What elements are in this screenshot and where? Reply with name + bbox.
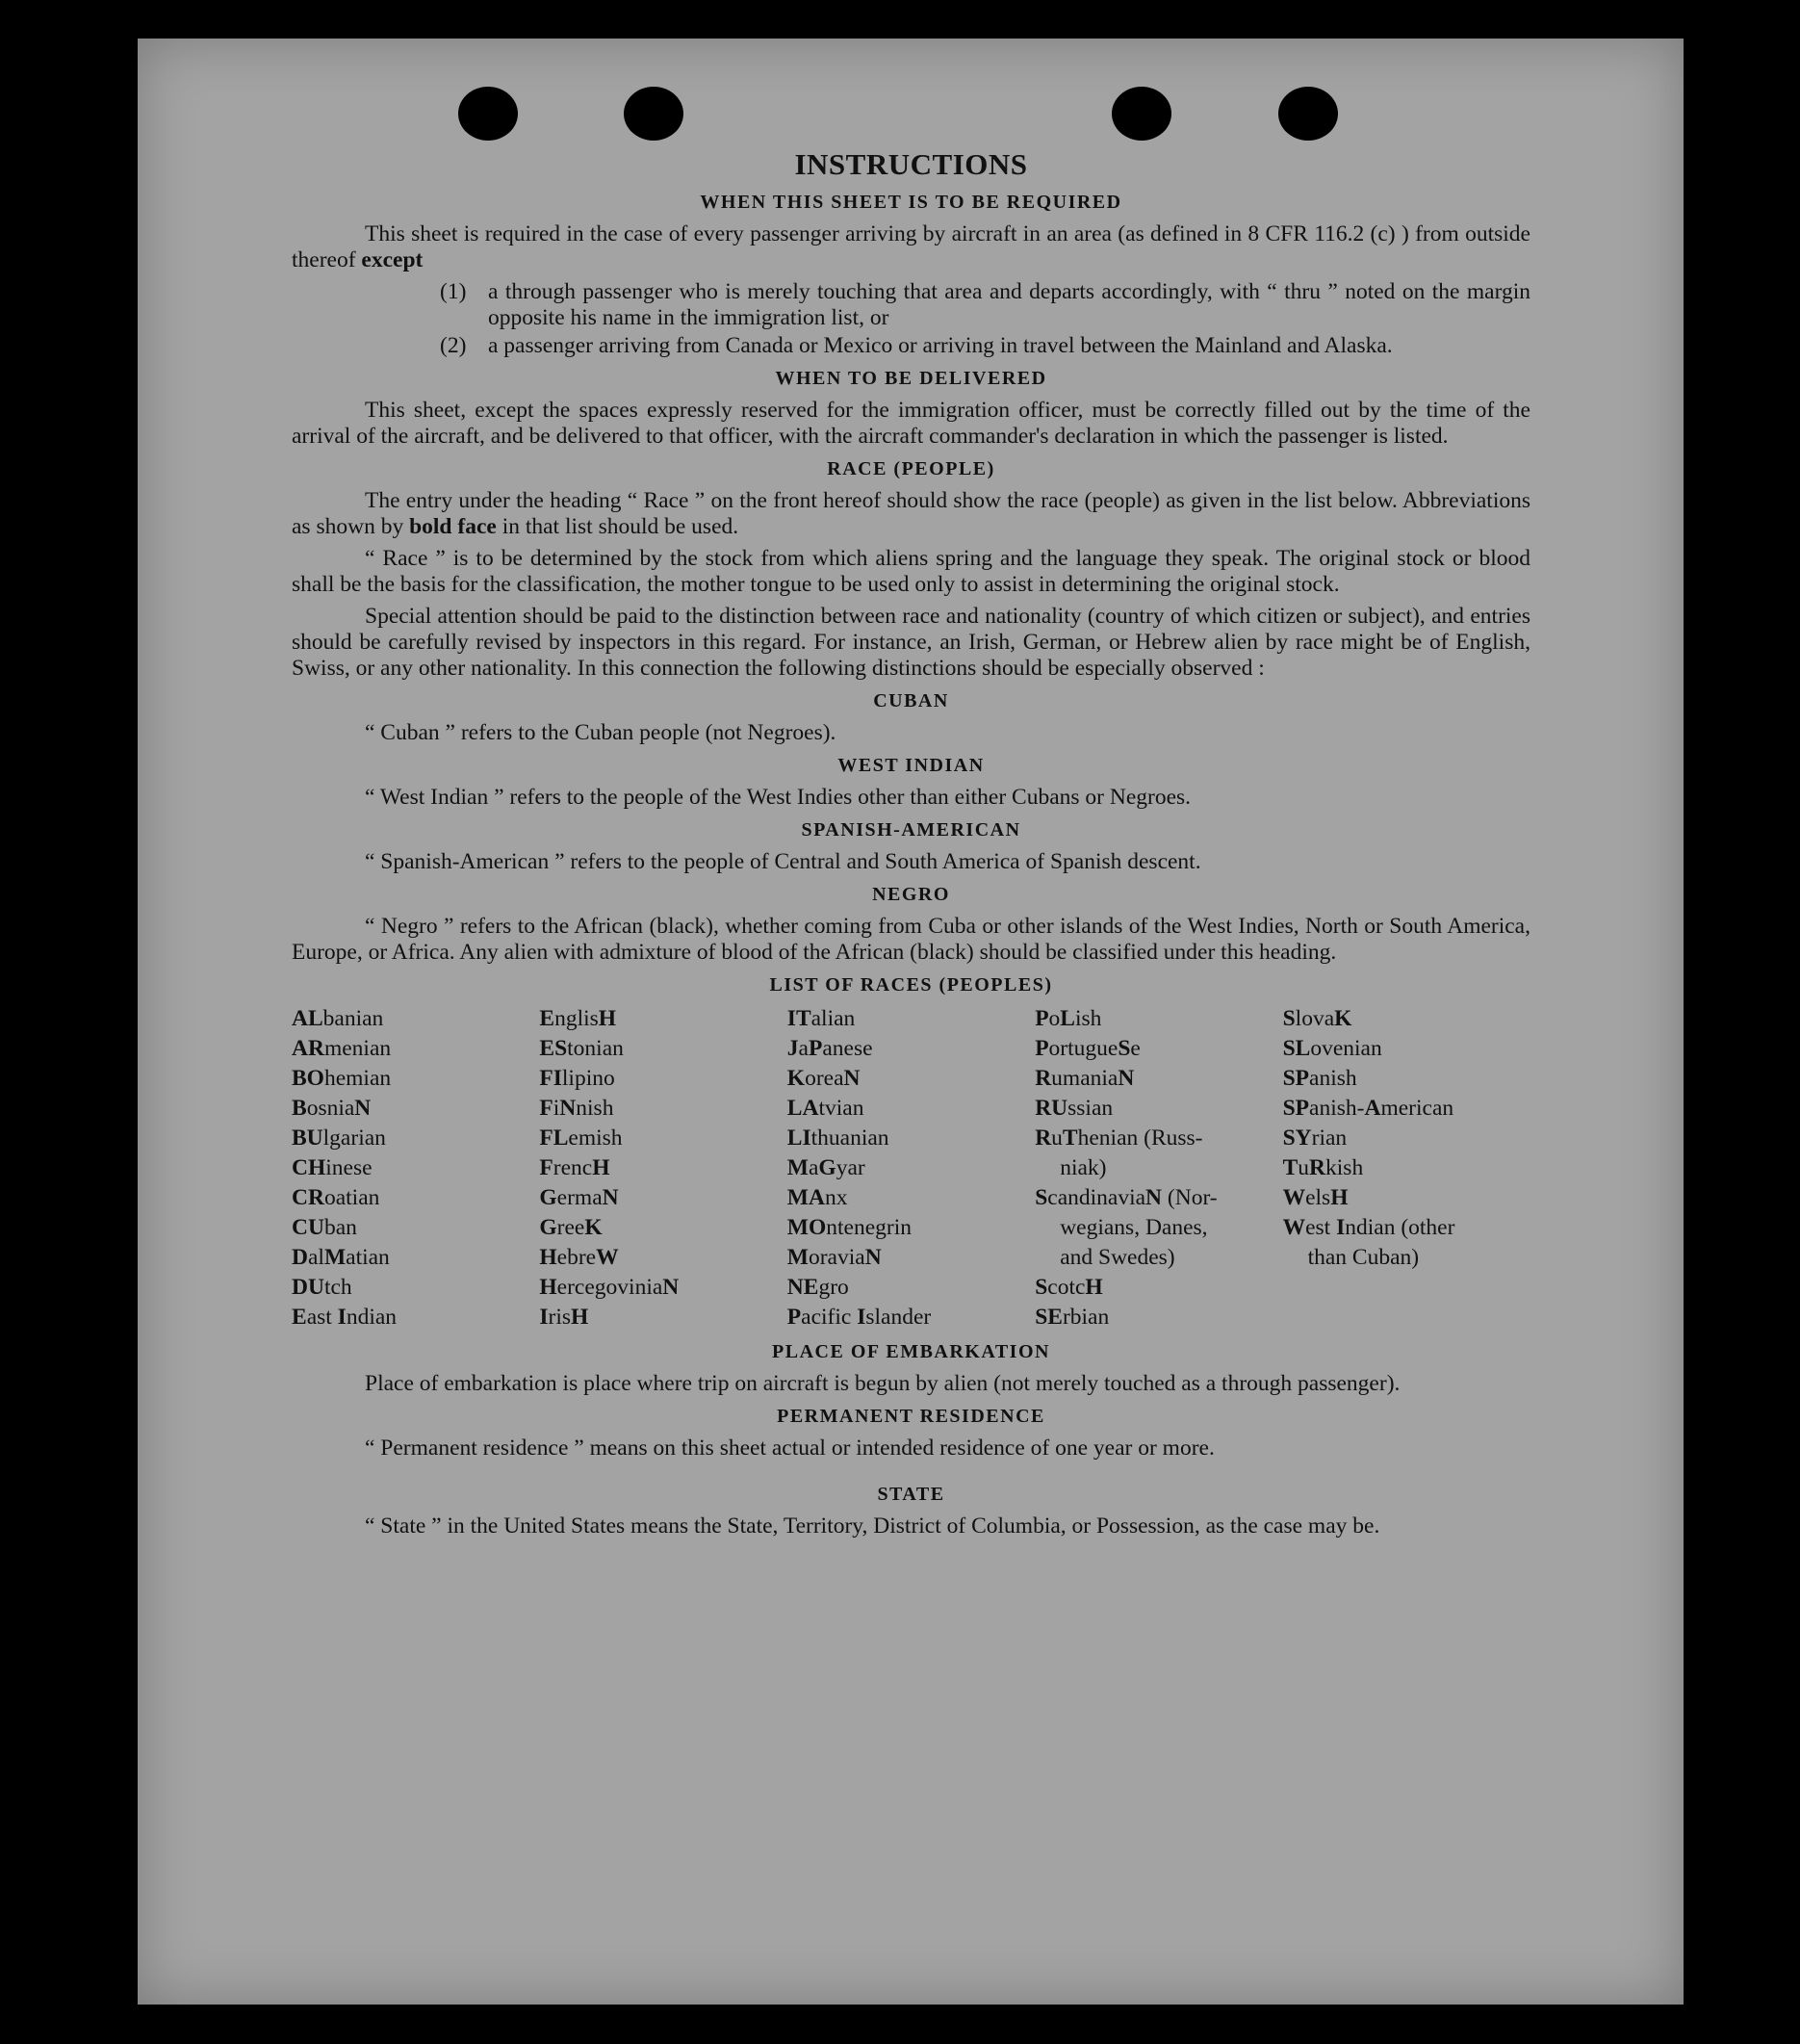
heading-spanish-american: SPANISH-AMERICAN bbox=[801, 819, 1021, 841]
heading-state: STATE bbox=[877, 1484, 945, 1505]
races-column bbox=[787, 1004, 1035, 1332]
punch-hole bbox=[1112, 87, 1171, 141]
punch-hole bbox=[1278, 87, 1338, 141]
heading-west-indian: WEST INDIAN bbox=[837, 755, 985, 776]
embarkation-text: Place of embarkation is place where trip on aircraft is begun by alien (not merely touched as a through passenger). bbox=[365, 1371, 1401, 1396]
race-entry: PortugueSe bbox=[1035, 1036, 1141, 1061]
heading-race: RACE (PEOPLE) bbox=[827, 458, 995, 479]
races-column bbox=[1035, 1004, 1282, 1332]
race-entry: SErbian bbox=[1035, 1305, 1110, 1330]
instructions-content bbox=[292, 146, 1530, 1545]
race-entry: wegians, Danes, bbox=[1060, 1215, 1208, 1240]
punch-hole bbox=[624, 87, 683, 141]
race-entry: BOhemian bbox=[292, 1066, 392, 1091]
race-entry: FLemish bbox=[539, 1125, 623, 1151]
heading-negro: NEGRO bbox=[872, 884, 950, 905]
heading-cuban: CUBAN bbox=[873, 690, 949, 712]
race-entry: EStonian bbox=[539, 1036, 624, 1061]
heading-embarkation: PLACE OF EMBARKATION bbox=[772, 1341, 1050, 1362]
race-entry: HebreW bbox=[539, 1245, 619, 1270]
heading-required: WHEN THIS SHEET IS TO BE REQUIRED bbox=[700, 192, 1122, 213]
heading-delivered: WHEN TO BE DELIVERED bbox=[775, 368, 1047, 389]
race-entry: DUtch bbox=[292, 1275, 352, 1300]
race-entry: KoreaN bbox=[786, 1066, 861, 1091]
heading-list-of-races: LIST OF RACES (PEOPLES) bbox=[769, 974, 1053, 996]
race-entry: SlovaK bbox=[1282, 1006, 1352, 1031]
race-entry: WelsH bbox=[1282, 1185, 1349, 1210]
race-entry: SPanish bbox=[1282, 1066, 1357, 1091]
race-entry: IrisH bbox=[539, 1305, 589, 1330]
race-entry: JaPanese bbox=[786, 1036, 873, 1061]
race-entry: GreeK bbox=[539, 1215, 603, 1240]
races-list bbox=[292, 1004, 1530, 1332]
document-sheet bbox=[138, 39, 1684, 2005]
race-entry: MoraviaN bbox=[786, 1245, 882, 1270]
cuban-text: “ Cuban ” refers to the Cuban people (not Negroes). bbox=[365, 720, 836, 745]
page-title: INSTRUCTIONS bbox=[794, 147, 1028, 181]
required-item-2: (2) a passenger arriving from Canada or Mexico or arriving in travel between the Mainland and Alaska. bbox=[440, 333, 1393, 358]
race-entry: and Swedes) bbox=[1060, 1245, 1175, 1270]
race-entry: SLovenian bbox=[1282, 1036, 1382, 1061]
required-item-1: (1) a through passenger who is merely touching that area and departs accordingly, with “ thru ” noted on the margin opposite his name in the immigration list, or bbox=[440, 279, 1530, 330]
heading-residence: PERMANENT RESIDENCE bbox=[777, 1406, 1045, 1427]
west-indian-text: “ West Indian ” refers to the people of the West Indies other than either Cubans or Negroes. bbox=[365, 785, 1192, 810]
spanish-american-text: “ Spanish-American ” refers to the people of Central and South America of Spanish descent. bbox=[365, 849, 1201, 874]
race-entry: FIlipino bbox=[539, 1066, 615, 1091]
race-entry: RumaniaN bbox=[1035, 1066, 1135, 1091]
race-entry: HercegoviniaN bbox=[539, 1275, 680, 1300]
race-entry: SPanish-American bbox=[1282, 1096, 1454, 1121]
race-entry: East Indian bbox=[292, 1305, 398, 1330]
race-entry: niak) bbox=[1060, 1155, 1107, 1180]
races-column bbox=[1283, 1004, 1530, 1332]
race-entry: TuRkish bbox=[1282, 1155, 1364, 1180]
race-entry: West Indian (other bbox=[1282, 1215, 1455, 1240]
race-paragraph-1: The entry under the heading “ Race ” on the front hereof should show the race (people) as given in the list below. Abbreviations as shown by bold face in that list should be used. bbox=[292, 488, 1530, 539]
race-entry: CHinese bbox=[292, 1155, 373, 1180]
race-entry: GermaN bbox=[539, 1185, 619, 1210]
state-text: “ State ” in the United States means the State, Territory, District of Columbia, or Possession, as the case may be. bbox=[365, 1514, 1380, 1539]
race-entry: RUssian bbox=[1035, 1096, 1114, 1121]
race-entry: FrencH bbox=[539, 1155, 610, 1180]
punch-hole bbox=[458, 87, 518, 141]
race-entry: EnglisH bbox=[539, 1006, 617, 1031]
race-entry: SYrian bbox=[1282, 1125, 1348, 1151]
race-entry: ScotcH bbox=[1035, 1275, 1103, 1300]
race-entry: ARmenian bbox=[292, 1036, 392, 1061]
race-entry: BosniaN bbox=[292, 1096, 372, 1121]
race-entry: BUlgarian bbox=[292, 1125, 386, 1151]
races-column bbox=[539, 1004, 786, 1332]
race-entry: ITalian bbox=[786, 1006, 856, 1031]
negro-text: “ Negro ” refers to the African (black), whether coming from Cuba or other islands of the West Indies, North or South America, Europe, or Africa. Any alien with admixture of blood of the African (black) should be classified under this heading. bbox=[292, 914, 1530, 965]
races-column bbox=[292, 1004, 539, 1332]
race-entry: NEgro bbox=[786, 1275, 849, 1300]
race-entry: PoLish bbox=[1035, 1006, 1102, 1031]
race-entry: CUban bbox=[292, 1215, 357, 1240]
race-entry: RuThenian (Russ- bbox=[1035, 1125, 1203, 1151]
race-entry: FiNnish bbox=[539, 1096, 614, 1121]
required-intro: This sheet is required in the case of every passenger arriving by aircraft in an area (as defined in 8 CFR 116.2 (c) ) from outside thereof except bbox=[292, 221, 1530, 272]
race-entry: CRoatian bbox=[292, 1185, 380, 1210]
race-entry: MaGyar bbox=[786, 1155, 865, 1180]
race-entry: Pacific Islander bbox=[786, 1305, 932, 1330]
race-entry: DalMatian bbox=[292, 1245, 390, 1270]
race-entry: ScandinaviaN (Nor- bbox=[1035, 1185, 1218, 1210]
race-entry: LIthuanian bbox=[786, 1125, 889, 1151]
delivered-text: This sheet, except the spaces expressly reserved for the immigration officer, must be correctly filled out by the time of the arrival of the aircraft, and be delivered to that officer, with the aircraft commander's declaration in which the passenger is listed. bbox=[292, 398, 1530, 449]
race-entry: ALbanian bbox=[292, 1006, 384, 1031]
residence-text: “ Permanent residence ” means on this sheet actual or intended residence of one year or more. bbox=[365, 1436, 1215, 1461]
race-entry: MAnx bbox=[786, 1185, 848, 1210]
race-entry: LAtvian bbox=[786, 1096, 864, 1121]
race-paragraph-2: “ Race ” is to be determined by the stock from which aliens spring and the language they speak. The original stock or blood shall be the basis for the classification, the mother tongue to be used only to assist in determining the original stock. bbox=[292, 546, 1530, 597]
race-entry: MOntenegrin bbox=[786, 1215, 913, 1240]
race-entry: than Cuban) bbox=[1307, 1245, 1420, 1270]
race-paragraph-3: Special attention should be paid to the distinction between race and nationality (country of which citizen or subject), and entries should be carefully revised by inspectors in this regard. For instance, an Irish, German, or Hebrew alien by race might be of English, Swiss, or any other nationality. In this connection the following distinctions should be especially observed : bbox=[292, 604, 1530, 681]
